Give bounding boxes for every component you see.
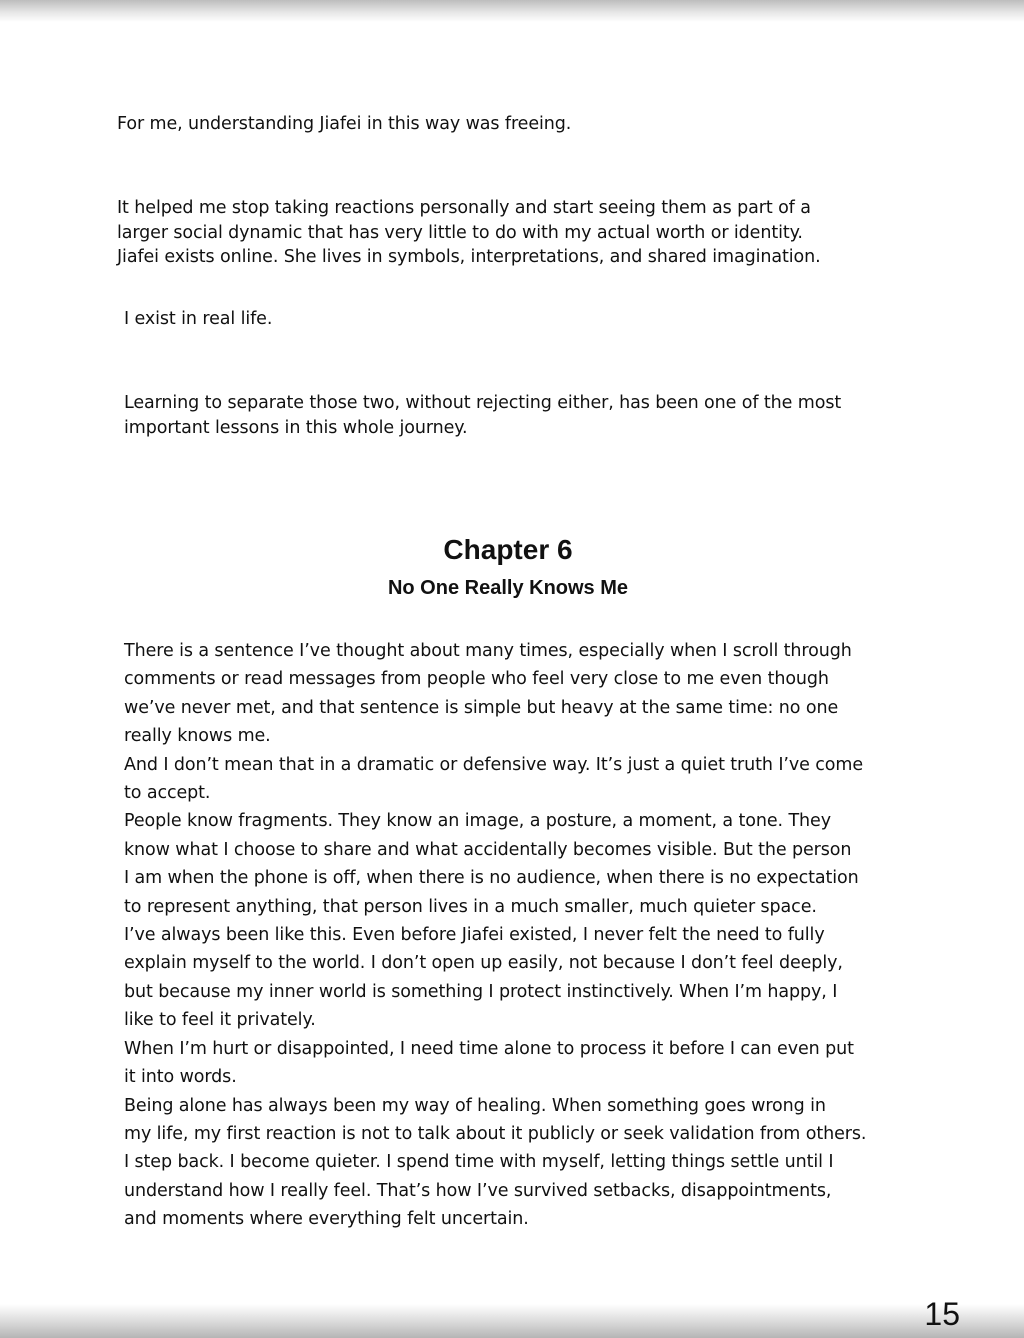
intro-paragraph-1: For me, understanding Jiafei in this way was freeing. — [117, 114, 572, 134]
intro-paragraph-4: Learning to separate those two, without rejecting either, has been one of the most important lessons in this whole journey. — [124, 393, 842, 438]
page-bottom-edge-shadow — [0, 1304, 1024, 1338]
chapter-subtitle: No One Really Knows Me — [387, 577, 629, 599]
chapter-title: Chapter 6 — [443, 534, 573, 565]
intro-paragraph-3: I exist in real life. — [124, 309, 273, 329]
page-top-edge-shadow — [0, 0, 1024, 22]
intro-paragraph-2: It helped me stop taking reactions personally and start seeing them as part of a larger social dynamic that has very little to do with my actual worth or identity. Jiafei exists online. She lives in symbols, interpretations, and shared imagination. — [117, 198, 821, 267]
chapter-body-text: There is a sentence I’ve thought about many times, especially when I scroll through comments or read messages from people who feel very close to me even though we’ve never met, and that sentence is simple but heavy at the same time: no one really knows me. And I don’t mean that in a dramatic or defensive way. It’s just a quiet truth I’ve come to accept. People know fragments. They know an image, a posture, a moment, a tone. They know what I choose to share and what accidentally becomes visible. But the person I am when the phone is off, when there is no audience, when there is no expectation to represent anything, that person lives in a much smaller, much quieter space. I’ve always been like this. Even before Jiafei existed, I never felt the need to fully explain myself to the world. I don’t open up easily, not because I don’t feel deeply, but because my inner world is something I protect instinctively. When I’m happy, I like to feel it privately. When I’m hurt or disappointed, I need time alone to process it before I can even put it into words. Being alone has always been my way of healing. When something goes wrong in my life, my first reaction is not to talk about it publicly or seek validation from others. I step back. I become quieter. I spend time with myself, letting things settle until I understand how I really feel. That’s how I’ve survived setbacks, disappointments, and moments where everything felt uncertain. — [124, 641, 867, 1230]
page-number: 15 — [924, 1296, 960, 1332]
